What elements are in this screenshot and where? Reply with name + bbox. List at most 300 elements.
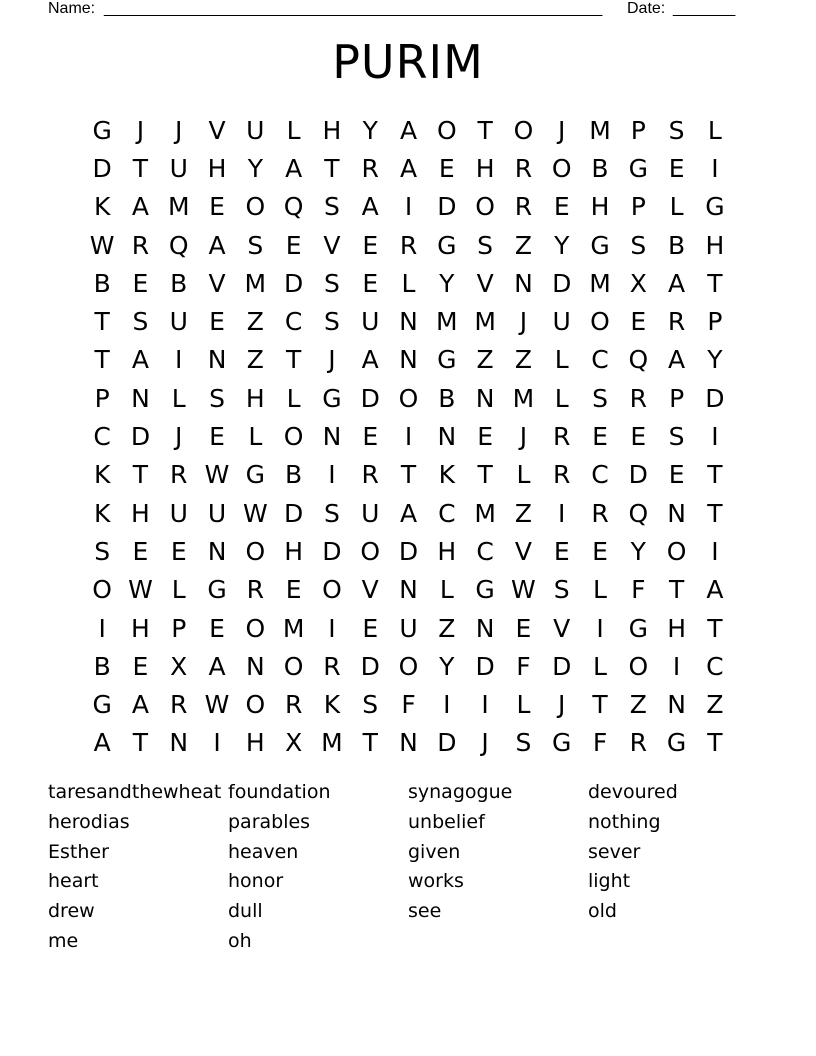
grid-letter: E (668, 153, 685, 183)
grid-letter: N (322, 422, 342, 452)
grid-letter: C (438, 498, 456, 528)
grid-letter: P (630, 115, 646, 145)
grid-letter: D (437, 192, 457, 222)
word-list-item: parables (228, 810, 311, 833)
grid-letter: T (285, 345, 302, 375)
grid-letter: O (283, 422, 304, 452)
grid-letter: O (475, 192, 495, 222)
grid-letter: L (707, 115, 722, 145)
grid-letter: N (131, 383, 150, 413)
grid-letter: I (711, 422, 719, 452)
grid-letter: D (360, 651, 380, 681)
grid-letter: H (322, 115, 342, 145)
grid-letter: E (438, 153, 455, 183)
date-label: Date: (627, 0, 666, 17)
grid-letter: E (630, 307, 647, 337)
grid-letter: N (667, 498, 686, 528)
grid-letter: I (481, 690, 489, 720)
grid-letter: A (399, 153, 418, 183)
word-list (48, 778, 768, 957)
grid-letter: L (669, 192, 684, 222)
grid-letter: J (558, 115, 566, 145)
grid-letter: L (401, 268, 416, 298)
grid-letter: F (592, 728, 608, 758)
grid-letter: D (705, 383, 725, 413)
grid-letter: G (437, 345, 457, 375)
grid-letter: R (514, 192, 533, 222)
grid-letter: E (592, 536, 608, 566)
grid-letter: P (94, 383, 110, 413)
grid-letter: S (323, 498, 340, 528)
grid-letter: Q (628, 498, 649, 528)
grid-letter: O (245, 192, 266, 222)
grid-letter: T (324, 153, 340, 183)
name-label: Name: (48, 0, 96, 17)
grid-letter: A (668, 268, 686, 298)
grid-letter: D (284, 268, 304, 298)
grid-letter: T (707, 460, 723, 490)
grid-letter: Z (514, 498, 532, 528)
grid-letter: Z (514, 345, 532, 375)
grid-letter: U (169, 498, 188, 528)
grid-letter: I (98, 613, 106, 643)
grid-letter: G (245, 460, 266, 490)
grid-letter: R (553, 422, 571, 452)
word-list-item: heaven (228, 840, 299, 863)
grid-letter: N (475, 383, 495, 413)
grid-letter: R (284, 690, 303, 720)
word-list-item: nothing (588, 810, 661, 833)
grid-letter: S (477, 230, 494, 260)
grid-letter: E (630, 422, 647, 452)
grid-letter: E (209, 422, 225, 452)
grid-letter: W (128, 575, 153, 605)
grid-letter: Z (246, 307, 264, 337)
grid-letter: K (93, 460, 111, 490)
grid-letter: A (285, 153, 303, 183)
word-list-item: works (408, 870, 464, 893)
grid-letter: E (362, 230, 379, 260)
grid-letter: G (437, 230, 457, 260)
grid-letter: Z (706, 690, 724, 720)
grid-letter: Q (283, 192, 304, 222)
grid-letter: J (175, 115, 183, 145)
grid-letter: S (209, 383, 225, 413)
grid-letter: H (245, 728, 265, 758)
grid-letter: T (362, 728, 378, 758)
grid-letter: O (436, 115, 457, 145)
grid-letter: R (323, 651, 341, 681)
word-list-item: me (48, 929, 79, 952)
grid-letter: L (516, 690, 531, 720)
grid-letter: B (170, 268, 188, 298)
grid-letter: C (284, 307, 303, 337)
grid-letter: S (132, 307, 149, 337)
grid-letter: I (175, 345, 183, 375)
grid-letter: I (443, 690, 451, 720)
grid-letter: F (631, 575, 646, 605)
grid-letter: H (207, 153, 227, 183)
grid-letter: I (672, 651, 681, 681)
grid-letter: S (362, 690, 379, 720)
grid-letter: B (438, 383, 456, 413)
grid-letter: O (360, 536, 381, 566)
grid-letter: M (474, 307, 496, 337)
grid-letter: N (399, 728, 418, 758)
grid-letter: D (398, 536, 419, 566)
grid-letter: B (285, 460, 303, 490)
grid-letter: U (169, 153, 188, 183)
grid-letter: H (131, 498, 150, 528)
grid-letter: L (516, 460, 531, 490)
grid-letter: X (170, 651, 188, 681)
word-list-item: synagogue (408, 781, 513, 803)
grid-letter: J (328, 345, 336, 375)
grid-letter: Y (362, 115, 378, 145)
word-list-item: oh (228, 929, 252, 952)
grid-letter: L (286, 115, 301, 145)
grid-letter: F (401, 690, 416, 720)
grid-letter: E (132, 268, 149, 298)
grid-letter: H (284, 536, 304, 566)
grid-letter: E (209, 613, 225, 643)
grid-letter: B (93, 651, 111, 681)
grid-letter: G (207, 575, 227, 605)
grid-letter: Y (554, 230, 570, 260)
grid-letter: D (284, 498, 304, 528)
grid-letter: B (93, 268, 111, 298)
grid-letter: U (361, 307, 380, 337)
grid-letter: M (474, 498, 496, 528)
grid-letter: R (170, 460, 188, 490)
word-list-item: taresandthewheat (48, 781, 222, 803)
grid-letter: O (245, 536, 266, 566)
grid-letter: U (552, 307, 571, 337)
grid-letter: M (321, 728, 343, 758)
grid-letter: R (399, 230, 418, 260)
grid-letter: D (322, 536, 342, 566)
grid-letter: Z (438, 613, 456, 643)
header (48, 0, 740, 22)
grid-letter: T (132, 153, 149, 183)
grid-letter: I (328, 613, 336, 643)
grid-letter: R (553, 460, 571, 490)
grid-letter: R (629, 728, 647, 758)
grid-letter: C (476, 536, 494, 566)
grid-letter: R (131, 230, 150, 260)
grid-letter: N (169, 728, 189, 758)
grid-letter: A (208, 651, 226, 681)
grid-letter: V (323, 230, 341, 260)
word-list-item: drew (48, 900, 95, 923)
word-list-item: sever (588, 840, 641, 863)
grid-letter: A (131, 192, 149, 222)
grid-letter: M (512, 383, 535, 413)
grid-letter: C (591, 460, 609, 490)
grid-letter: N (207, 536, 227, 566)
grid-letter: I (328, 460, 336, 490)
grid-letter: I (711, 536, 719, 566)
grid-letter: S (323, 192, 340, 222)
grid-letter: G (628, 153, 648, 183)
grid-letter: D (552, 268, 572, 298)
grid-letter: O (283, 651, 304, 681)
grid-letter: F (516, 651, 531, 681)
grid-letter: S (630, 230, 647, 260)
grid-letter: T (477, 115, 493, 145)
grid-letter: O (322, 575, 342, 605)
grid-letter: A (706, 575, 724, 605)
grid-letter: N (399, 345, 418, 375)
word-list-item: dull (228, 900, 263, 923)
grid-letter: G (92, 690, 112, 720)
grid-letter: V (476, 268, 494, 298)
grid-letter: L (554, 345, 569, 375)
grid-letter: E (209, 192, 225, 222)
grid-letter: A (208, 230, 226, 260)
grid-letter: E (209, 307, 225, 337)
grid-letter: L (554, 383, 569, 413)
grid-letter: X (285, 728, 303, 758)
grid-letter: Y (439, 651, 455, 681)
grid-letter: E (132, 651, 149, 681)
grid-letter: S (668, 422, 685, 452)
grid-letter: Q (168, 230, 189, 260)
grid-letter: M (244, 268, 267, 298)
grid-letter: T (707, 268, 723, 298)
grid-letter: T (668, 575, 685, 605)
grid-letter: U (246, 115, 265, 145)
grid-letter: K (93, 498, 111, 528)
grid-letter: D (475, 651, 495, 681)
grid-letter: Y (630, 536, 646, 566)
grid-letter: J (481, 728, 489, 758)
grid-letter: R (170, 690, 188, 720)
grid-letter: S (247, 230, 264, 260)
grid-letter: C (706, 651, 724, 681)
grid-letter: E (285, 230, 302, 260)
grid-letter: J (519, 307, 528, 337)
grid-letter: T (94, 307, 110, 337)
grid-letter: U (169, 307, 188, 337)
grid-letter: R (361, 153, 379, 183)
grid-letter: T (132, 460, 149, 490)
grid-letter: D (360, 383, 380, 413)
grid-letter: P (630, 192, 646, 222)
grid-letter: M (589, 115, 611, 145)
grid-letter: J (175, 422, 183, 452)
grid-letter: J (519, 422, 528, 452)
grid-letter: S (94, 536, 111, 566)
grid-letter: I (404, 422, 413, 452)
grid-letter: G (705, 192, 725, 222)
grid-letter: P (707, 307, 723, 337)
grid-letter: W (89, 230, 115, 260)
word-list-item: Esther (48, 840, 109, 863)
grid-letter: A (399, 498, 418, 528)
grid-letter: V (514, 536, 532, 566)
grid-letter: U (399, 613, 418, 643)
grid-letter: E (362, 613, 379, 643)
grid-letter: L (286, 383, 301, 413)
grid-letter: E (515, 613, 532, 643)
grid-letter: N (245, 651, 265, 681)
grid-letter: V (208, 115, 226, 145)
grid-letter: A (93, 728, 111, 758)
grid-letter: W (204, 690, 230, 720)
word-list-item: foundation (228, 781, 331, 803)
grid-letter: P (171, 613, 187, 643)
grid-letter: W (242, 498, 268, 528)
grid-letter: L (593, 575, 607, 605)
grid-letter: T (400, 460, 417, 490)
word-list-item: unbelief (408, 810, 485, 833)
grid-letter: A (361, 192, 379, 222)
grid-letter: K (93, 192, 111, 222)
grid-letter: R (246, 575, 265, 605)
grid-letter: I (213, 728, 221, 758)
grid-letter: G (92, 115, 112, 145)
grid-letter: T (477, 460, 493, 490)
grid-letter: O (398, 651, 419, 681)
grid-letter: L (439, 575, 454, 605)
date-line[interactable]: _______ (673, 0, 736, 17)
grid-letter: G (552, 728, 572, 758)
grid-letter: R (629, 383, 647, 413)
grid-letter: T (707, 613, 723, 643)
grid-letter: P (669, 383, 685, 413)
letter-grid (83, 111, 734, 762)
grid-letter: Z (629, 690, 647, 720)
grid-letter: O (92, 575, 112, 605)
grid-letter: H (475, 153, 495, 183)
grid-letter: H (131, 613, 150, 643)
grid-letter: E (668, 460, 685, 490)
grid-letter: O (590, 307, 610, 337)
grid-letter: I (711, 153, 719, 183)
grid-letter: D (437, 728, 457, 758)
grid-letter: X (629, 268, 647, 298)
grid-letter: U (207, 498, 227, 528)
grid-letter: N (399, 575, 418, 605)
grid-letter: G (590, 230, 610, 260)
grid-letter: Q (628, 345, 649, 375)
grid-letter: G (628, 613, 648, 643)
grid-letter: Y (247, 153, 263, 183)
grid-letter: H (705, 230, 725, 260)
word-list-item: heart (48, 870, 99, 893)
grid-letter: S (515, 728, 532, 758)
grid-letter: D (130, 422, 151, 452)
name-line[interactable]: ________________________________________________________ (104, 0, 603, 17)
grid-letter: I (404, 192, 413, 222)
grid-letter: V (361, 575, 379, 605)
grid-letter: R (514, 153, 533, 183)
grid-letter: Z (514, 230, 532, 260)
grid-letter: W (204, 460, 230, 490)
grid-letter: W (511, 575, 536, 605)
grid-letter: O (245, 613, 266, 643)
grid-letter: T (592, 690, 608, 720)
grid-letter: E (592, 422, 608, 452)
grid-letter: O (551, 153, 572, 183)
grid-letter: O (398, 383, 419, 413)
grid-letter: C (591, 345, 609, 375)
grid-letter: A (668, 345, 686, 375)
grid-letter: D (552, 651, 572, 681)
grid-letter: E (553, 192, 570, 222)
page-title: PURIM (332, 35, 484, 89)
grid-letter: A (131, 690, 149, 720)
grid-letter: L (171, 575, 186, 605)
grid-letter: S (668, 115, 685, 145)
word-list-item: devoured (588, 781, 678, 803)
word-list-item: honor (228, 870, 284, 893)
grid-letter: H (437, 536, 457, 566)
grid-letter: B (668, 230, 686, 260)
word-list-item: herodias (48, 810, 130, 833)
grid-letter: O (513, 115, 534, 145)
word-list-item: old (588, 900, 617, 923)
grid-letter: H (590, 192, 610, 222)
grid-letter: C (93, 422, 111, 452)
grid-letter: H (667, 613, 686, 643)
grid-letter: O (666, 536, 687, 566)
grid-letter: V (553, 613, 571, 643)
grid-letter: A (361, 345, 379, 375)
word-list-item: see (408, 900, 442, 923)
grid-letter: T (94, 345, 110, 375)
grid-letter: O (628, 651, 649, 681)
grid-letter: Y (439, 268, 455, 298)
grid-letter: E (362, 268, 379, 298)
grid-letter: V (208, 268, 226, 298)
grid-letter: R (361, 460, 379, 490)
grid-letter: G (322, 383, 342, 413)
grid-letter: S (592, 383, 608, 413)
grid-letter: N (667, 690, 686, 720)
grid-letter: G (475, 575, 495, 605)
grid-letter: J (558, 690, 566, 720)
grid-letter: K (323, 690, 341, 720)
grid-letter: N (437, 422, 457, 452)
grid-letter: I (558, 498, 566, 528)
grid-letter: M (589, 268, 611, 298)
grid-letter: E (553, 536, 570, 566)
grid-letter: B (591, 153, 609, 183)
grid-letter: R (591, 498, 609, 528)
grid-letter: G (666, 728, 687, 758)
grid-letter: S (323, 307, 340, 337)
grid-letter: Z (246, 345, 264, 375)
grid-letter: I (596, 613, 604, 643)
grid-letter: S (553, 575, 570, 605)
grid-letter: E (170, 536, 187, 566)
grid-letter: Z (476, 345, 494, 375)
grid-letter: L (593, 651, 607, 681)
word-list-item: given (408, 840, 461, 863)
grid-letter: H (245, 383, 265, 413)
grid-letter: E (477, 422, 494, 452)
grid-letter: N (399, 307, 418, 337)
grid-letter: D (628, 460, 648, 490)
grid-letter: R (667, 307, 686, 337)
grid-letter: T (707, 498, 723, 528)
grid-letter: U (361, 498, 380, 528)
grid-letter: M (436, 307, 458, 337)
grid-letter: A (131, 345, 149, 375)
grid-letter: M (167, 192, 190, 222)
